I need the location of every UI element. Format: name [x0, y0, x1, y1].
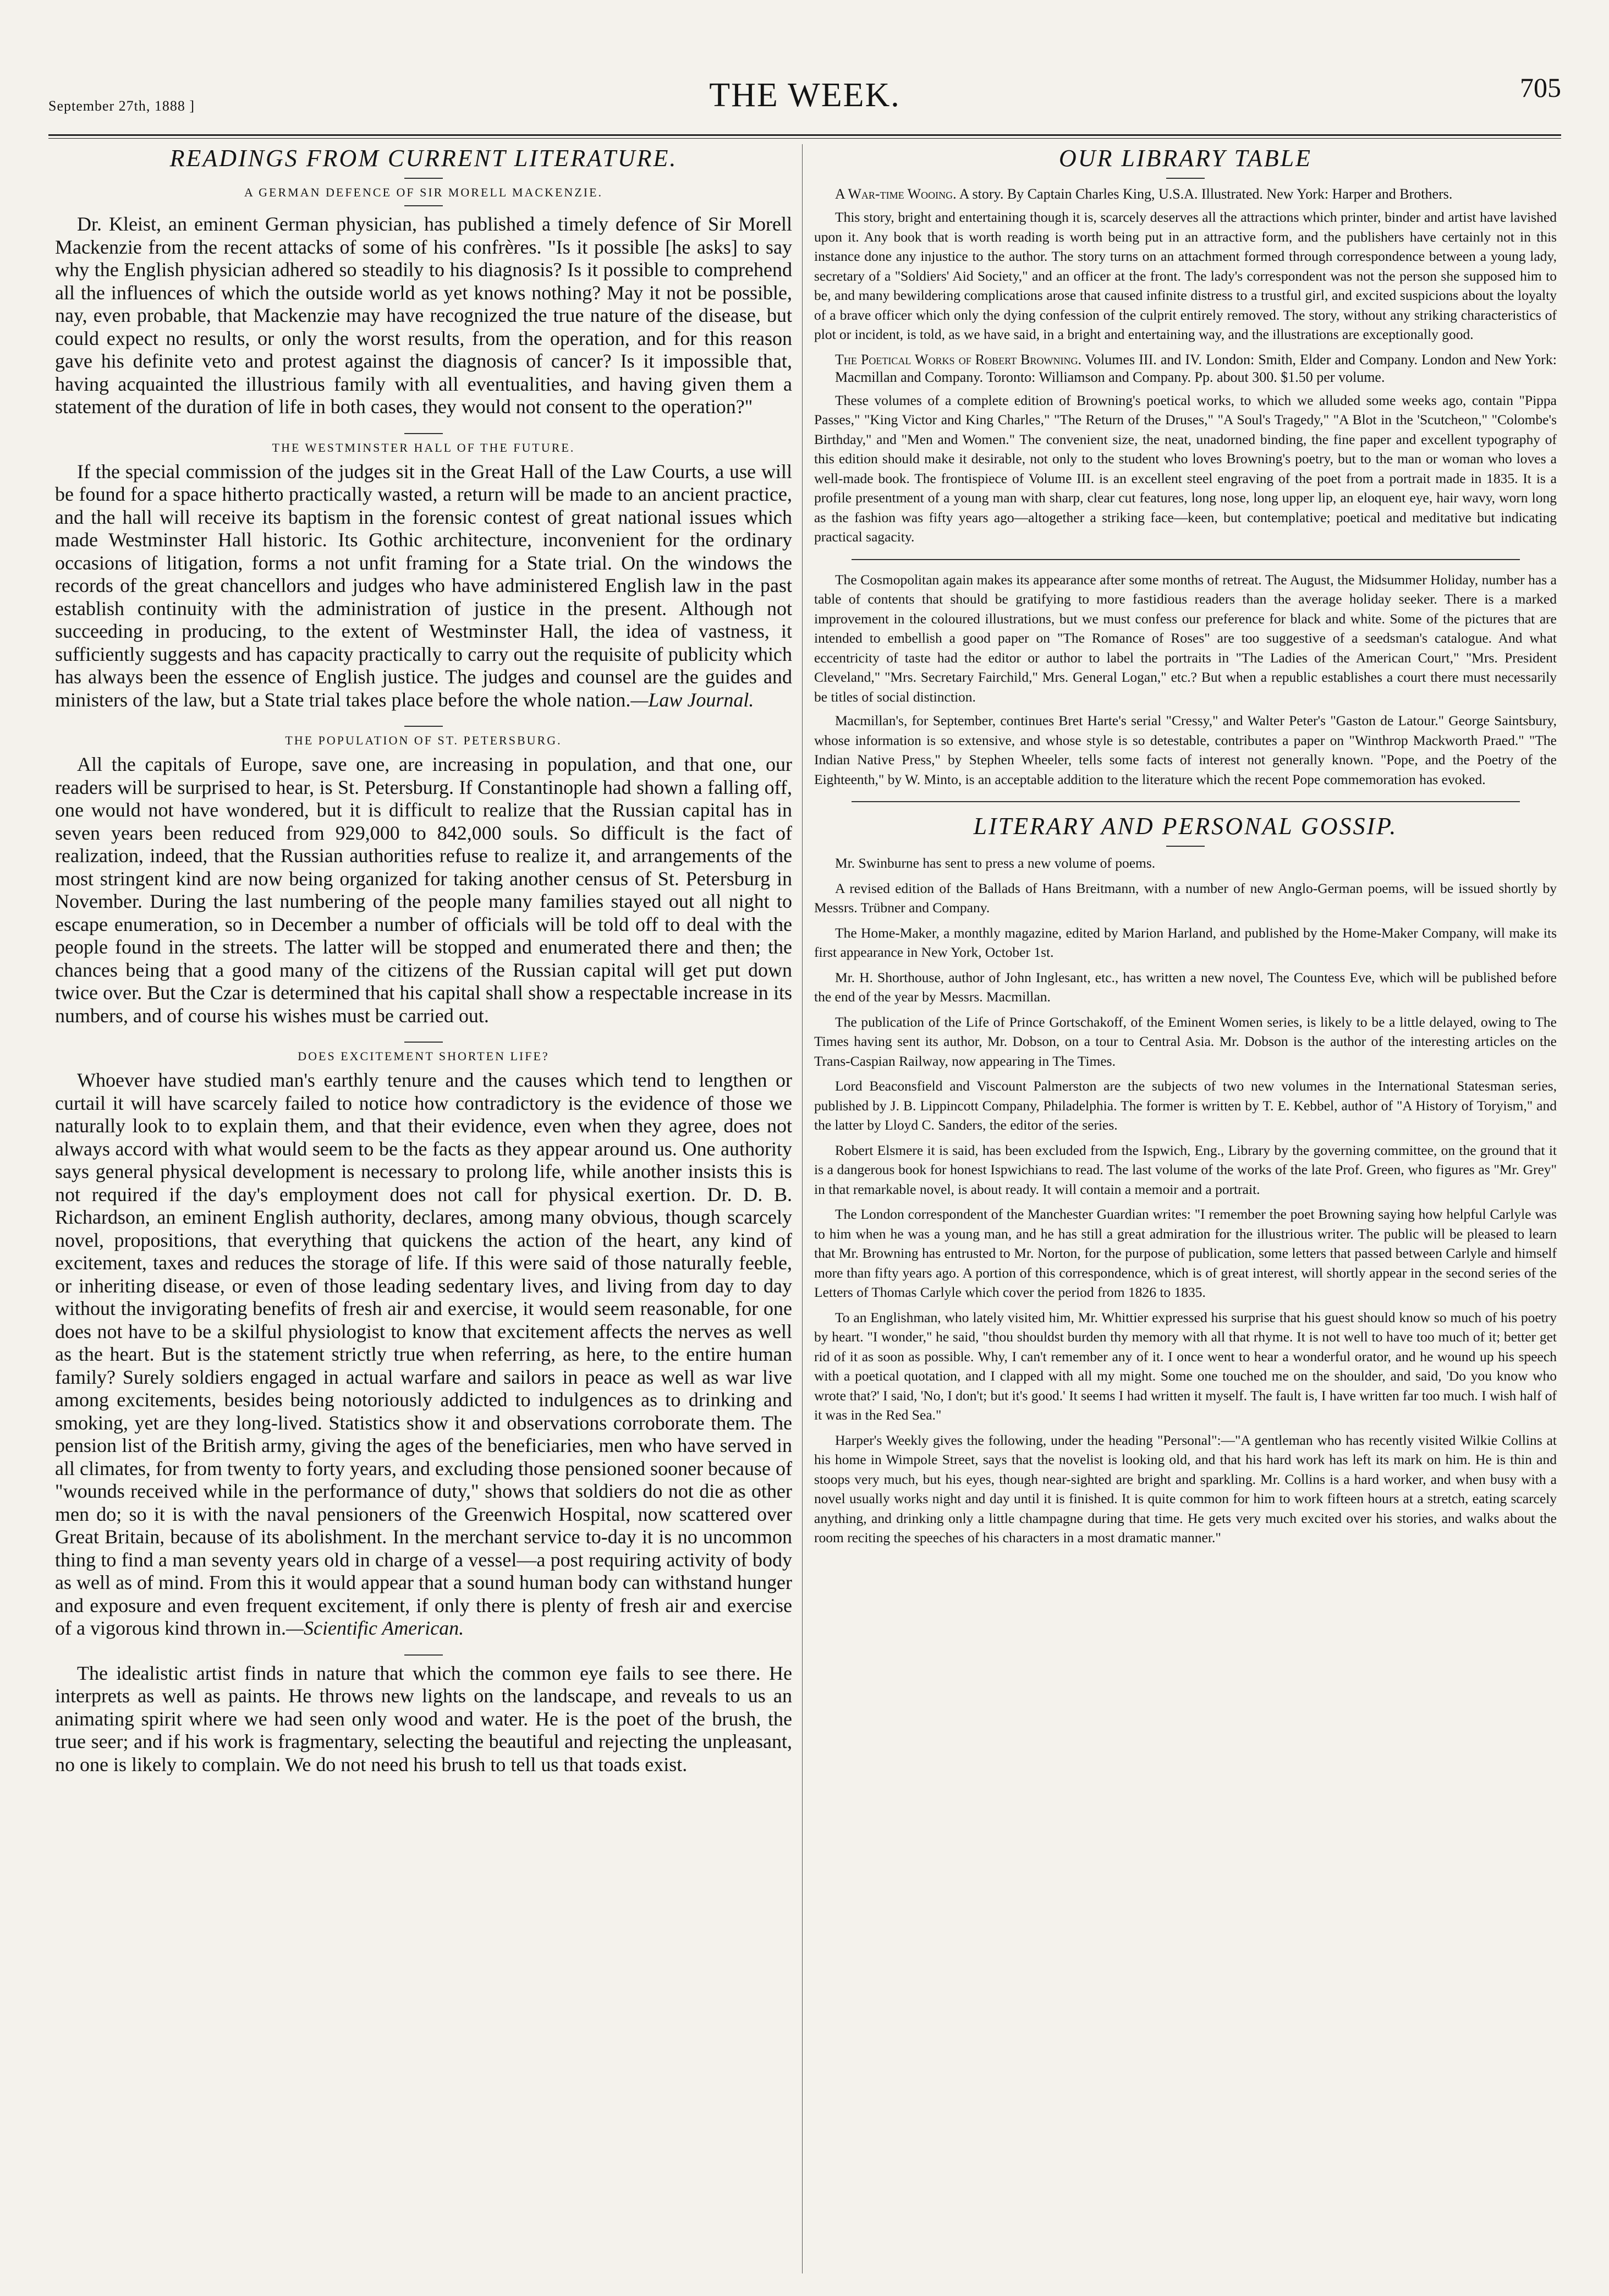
book-review: This story, bright and entertaining though it is, scarcely deserves all the attractions which printer, binder and artist have lavished upon it. Any book that is worth reading is worth being put in an attractive form, and the publishers have certainly not in this instance done any injustice to the author. The story turns on an attachment formed through correspondence between a young lady, secretary of a "Soldiers' Aid Society," and an officer at the front. The lady's correspondent was not the person she supposed him to be, and many bewildering complications arose that caused infinite distress to a trustful girl, and excited suspicions about the loyalty of a brave officer which only the dying confession of the culprit entirely removed. The story, without any striking characteristics of plot or incident, is told, as we have said, in a bright and entertaining way, and the illustrations are exceptionally good.	[814, 209, 1557, 342]
article-petersburg	[55, 733, 792, 1027]
gossip-item: The Home-Maker, a monthly magazine, edited by Marion Harland, and published by the Home-Maker Company, will make its first appearance in New York, October 1st.	[814, 924, 1557, 960]
article-source: —Scientific American.	[285, 1617, 464, 1639]
article-mackenzie	[55, 185, 792, 419]
book-entry-war-time-wooing	[814, 185, 1557, 344]
left-column	[55, 144, 792, 2279]
gossip-item: Mr. Swinburne has sent to press a new volume of poems.	[835, 855, 1156, 871]
book-details: Volumes III. and IV. London: Smith, Elder and Company. London and New York: Macmillan and Company. Toronto: Williamson and Company. Pp. about 300. $1.50 per volume.	[835, 351, 1557, 385]
divider	[404, 1654, 443, 1656]
gossip-list	[814, 853, 1557, 1548]
magazine-note-macmillans: Macmillan's, for September, continues Bret Harte's serial "Cressy," and Walter Peter's "Gaston de Latour." George Saintsbury, whose information is so extensive, and whose style is so detestable, contributes a paper on "Winthrop Mackworth Praed." "The Indian Native Press," by Stephen Wheeler, tells some facts of interest not generally known. "Pope, and the Poetry of the Eighteenth," by W. Minto, is an acceptable addition to the literature which the recent Pope commemoration has evoked.	[814, 713, 1557, 787]
book-citation	[814, 185, 1557, 203]
divider	[404, 726, 443, 727]
column-separator	[802, 144, 803, 2273]
article-subheading: A GERMAN DEFENCE OF SIR MORELL MACKENZIE.	[244, 185, 603, 199]
article-body: All the capitals of Europe, save one, are increasing in population, and that one, our readers will be surprised to hear, is St. Petersburg. If Constantinople had shown a falling off, one would not have wondered, but it is difficult to realize that the Russian capital has in seven years been reduced from 929,000 to 842,000 souls. So difficult is the fact of realization, indeed, that the Russian authorities refuse to realize it, and arrangements of the most stringent kind are now being organized for taking another census of St. Petersburg in November. During the last numbering of the people many families stayed out all night to escape enumeration, so in December a number of officials will be told off to deal with the people found in the streets. The latter will be stopped and enumerated there and then; the chances being that a good many of the citizens of the Russian capital will get put down twice over. But the Czar is determined that his capital shall show a respectable increase in its numbers, and of course his wishes must be carried out.	[55, 753, 792, 1027]
readings-heading: READINGS FROM CURRENT LITERATURE.	[169, 145, 678, 172]
divider	[404, 205, 443, 206]
article-subheading: THE WESTMINSTER HALL OF THE FUTURE.	[272, 440, 575, 454]
article-excitement	[55, 1049, 792, 1640]
divider	[1166, 178, 1205, 179]
article-body: Dr. Kleist, an eminent German physician, has published a timely defence of Sir Morell Mackenzie from the recent attacks of some of his confrères. "Is it possible [he asks] to say why the English physician adhered so steadily to his diagnosis? Is it possible to comprehend all the influences of which the outside world as yet knows nothing? May it not be possible, nay, even probable, that Mackenzie may have recognized the true nature of the disease, but could expect no results, or only the worst results, from the operation, and for this reason gave his definite veto and protest against the diagnosis of cancer? Is it impossible that, having acquainted the illustrious family with all eventualities, and having given them a statement of the duration of life in both cases, they would not consent to the operation?"	[55, 213, 792, 418]
gossip-item: Harper's Weekly gives the following, under the heading "Personal":—"A gentleman who has recently visited Wilkie Collins at his home in Wimpole Street, says that the novelist is looking old, and that his hard work has left its mark on him. He is thin and stoops very much, but his eyes, though near-sighted are bright and sparkling. Mr. Collins is a hard worker, and when busy with a novel usually works night and day until it is finished. It is quite common for him to work fifteen hours at a stretch, eating scarcely anything, and drinking only a little champagne during that time. He gets very much excited over his stories, and walks about the room reciting the speeches of his characters in a most dramatic manner."	[814, 1432, 1557, 1546]
divider	[404, 1042, 443, 1043]
book-details: A story. By Captain Charles King, U.S.A. Illustrated. New York: Harper and Brothers.	[959, 186, 1453, 202]
article-body: The idealistic artist finds in nature that which the common eye fails to see there. He interprets as well as paints. He throws new lights on the landscape, and reveals to us an animating spirit where we had seen only wood and water. He is the poet of the brush, the true seer; and if his work is fragmentary, selecting the beautiful and rejecting the unpleasant, no one is likely to complain. We do not need his brush to tell us that toads exist.	[55, 1662, 792, 1776]
article-subheading: DOES EXCITEMENT SHORTEN LIFE?	[298, 1049, 550, 1063]
header-rule	[48, 134, 1561, 139]
gossip-item: A revised edition of the Ballads of Hans Breitmann, with a number of new Anglo-German poems, will be issued shortly by Messrs. Trübner and Company.	[814, 880, 1557, 916]
article-text: Whoever have studied man's earthly tenure and the causes which tend to lengthen or curtail it will have scarcely failed to notice how contradictory is the evidence of those we naturally look to to explain them, and that their evidence, even when they agree, does not always accord with what would seem to be the facts as they appear around us. One authority says general physical development is necessary to prolong life, while another insists this is not required if the day's employment does not call for physical exertion. Dr. D. B. Richardson, an eminent English authority, declares, among many obvious, though scarcely novel, propositions, that everything that quickens the action of the heart, any kind of excitement, taxes and reduces the storage of life. If this were said of those naturally feeble, or inheriting disease, or even of those leading sedentary lives, and living from day to day without the invigorating benefits of fresh air and exercise, it would seem reasonable, for one does not have to be a skilful physiologist to know that excitement affects the nerves as well as the heart. But is the statement strictly true when referring, as here, to the entire human family? Surely soldiers engaged in actual warfare and sailors in peace as well as war live among excitements, besides being notoriously addicted to indulgences as to drinking and smoking, yet are they long-lived. Statistics show it and observations corroborate them. The pension list of the British army, giving the ages of the beneficiaries, men who have served in all climates, for from twenty to forty years, and excluding those pensioned sooner because of "wounds received while in the performance of duty," shows that soldiers do not die as other men do; so it is with the naval pensioners of the Greenwich Hospital, now scattered over Great Britain, because of its abolishment. In the merchant service to-day it is no uncommon thing to find a man seventy years old in charge of a vessel—a post requiring activity of body as well as of mind. From this it would appear that a sound human body can withstand hunger and exposure and even frequent excitement, if only there is plenty of fresh air and exercise of a vigorous kind thrown in.	[55, 1069, 792, 1639]
gossip-item: Lord Beaconsfield and Viscount Palmerston are the subjects of two new volumes in the International Statesman series, published by J. B. Lippincott Company, Philadelphia. The former is written by T. E. Kebbel, author of "A History of Toryism," and the latter by Lloyd C. Sanders, the editor of the series.	[814, 1078, 1557, 1133]
book-title: The Poetical Works of Robert Browning.	[835, 351, 1081, 368]
book-review: These volumes of a complete edition of Browning's poetical works, to which we alluded some weeks ago, contain "Pippa Passes," "King Victor and King Charles," "The Return of the Druses," "A Soul's Tragedy," "A Blot in the 'Scutcheon," "Colombe's Birthday," and "Men and Women." The convenient size, the neat, unadorned binding, the fine paper and excellent typography of this edition should make it desirable, not only to the student who loves Browning's poetry, but to the man or woman who loves a well-made book. The frontispiece of Volume III. is an excellent steel engraving of the poet from a portrait made in 1835. It is a profile presentment of a young man with sharp, clear cut features, long nose, long upper lip, an eloquent eye, hair wavy, worn long as the fashion was fifty years ago—altogether a striking face—keen, but contemplative; poetical and meditative but indicating practical sagacity.	[814, 392, 1557, 545]
article-text: If the special commission of the judges sit in the Great Hall of the Law Courts, a use will be found for a space hitherto practically wasted, a return will be made to an ancient practice, and the hall will receive its baptism in the forensic contest of great national issues which made Westminster Hall historic. Its Gothic architecture, inconvenient for the ordinary occasions of litigation, forms a not unfit framing for a State trial. On the windows the records of the great chancellors and judges who have administered English law in the past establish continuity with the administration of justice in the present. Although not succeeding in producing, to the extent of Westminster Hall, the idea of vastness, it sufficiently suggests and has capacity practically to carry out the requisite of publicity which has always been the essence of English justice. The judges and counsel are the guides and ministers of the law, but a State trial takes place before the whole nation.	[55, 460, 792, 711]
article-westminster	[55, 441, 792, 712]
gossip-item: The publication of the Life of Prince Gortschakoff, of the Eminent Women series, is likely to be a little delayed, owing to The Times having sent its author, Mr. Dobson, on a tour to Central Asia. Mr. Dobson is the author of the interesting articles on the Trans-Caspian Railway, now appearing in The Times.	[814, 1013, 1557, 1069]
divider	[404, 178, 443, 179]
gossip-item: Robert Elsmere it is said, has been excluded from the Ispwich, Eng., Library by the governing committee, on the ground that it is a dangerous book for honest Ispwichians to read. The last volume of the works of the late Prof. Green, who figures as "Mr. Grey" in that remarkable novel, is about ready. It will contain a memoir and a portrait.	[814, 1142, 1557, 1197]
article-body	[55, 1069, 792, 1640]
gossip-heading: LITERARY AND PERSONAL GOSSIP.	[973, 813, 1398, 840]
library-table-heading: OUR LIBRARY TABLE	[1058, 145, 1313, 172]
issue-date: September 27th, 1888 ]	[48, 98, 195, 114]
divider	[852, 801, 1520, 802]
divider	[404, 433, 443, 434]
book-entry-browning	[814, 351, 1557, 547]
page-number: 705	[1520, 72, 1561, 103]
article-subheading: THE POPULATION OF ST. PETERSBURG.	[285, 733, 562, 747]
divider	[852, 559, 1520, 560]
book-citation	[814, 351, 1557, 386]
article-source: —Law Journal.	[630, 688, 754, 711]
gossip-item: To an Englishman, who lately visited him, Mr. Whittier expressed his surprise that his guest should know so much of his poetry by heart. "I wonder," he said, "thou shouldst burden thy memory with all that rhyme. It is not well to have too much of it; better get rid of it as soon as possible. Why, I can't remember any of it. I once went to hear a wonderful orator, and he wound up his speech with a poetical quotation, and I clapped with all my might. Some one touched me on the shoulder, and said, 'Do you know who wrote that?' I said, 'No, I don't; but it's good.' It seems I had written it myself. The fault is, I have written far too much. I wish half of it was in the Red Sea."	[814, 1309, 1557, 1423]
article-body	[55, 461, 792, 712]
divider	[1166, 846, 1205, 847]
article-idealistic-artist	[55, 1662, 792, 1777]
gossip-item: Mr. H. Shorthouse, author of John Inglesant, etc., has written a new novel, The Countess Eve, which will be published before the end of the year by Messrs. Macmillan.	[814, 969, 1557, 1005]
magazine-note-cosmopolitan: The Cosmopolitan again makes its appearance after some months of retreat. The August, the Midsummer Holiday, number has a table of contents that should be gratifying to more fastidious readers than the average holiday seeker. There is a marked improvement in the coloured illustrations, but we must confess our preference for black and white. Some of the pictures that are intended to embellish a good paper on "The Romance of Roses" are too suggestive of a seedsman's catalogue. And what eccentricity of taste had the editor or author to label the portraits in "The Ladies of the American Court," "Mrs. President Cleveland," "Mrs. Secretary Fairchild," Mrs. General Logan," etc.? But when a republic establishes a court there must necessarily be titles of social distinction.	[814, 571, 1557, 705]
masthead-title: THE WEEK.	[709, 76, 900, 114]
gossip-item: The London correspondent of the Manchester Guardian writes: "I remember the poet Browning saying how helpful Carlyle was to him when he was a young man, and he has still a great admiration for the illustrious writer. The public will be pleased to learn that Mr. Browning has entrusted to Mr. Norton, for the purpose of publication, some letters that passed between Carlyle and himself more than fifty years ago. A portion of this correspondence, which is of great interest, will shortly appear in the second series of the Letters of Thomas Carlyle which cover the period from 1826 to 1835.	[814, 1206, 1557, 1300]
book-title: A War-time Wooing.	[835, 186, 957, 202]
right-column	[814, 144, 1557, 2279]
page-header	[43, 66, 1567, 127]
